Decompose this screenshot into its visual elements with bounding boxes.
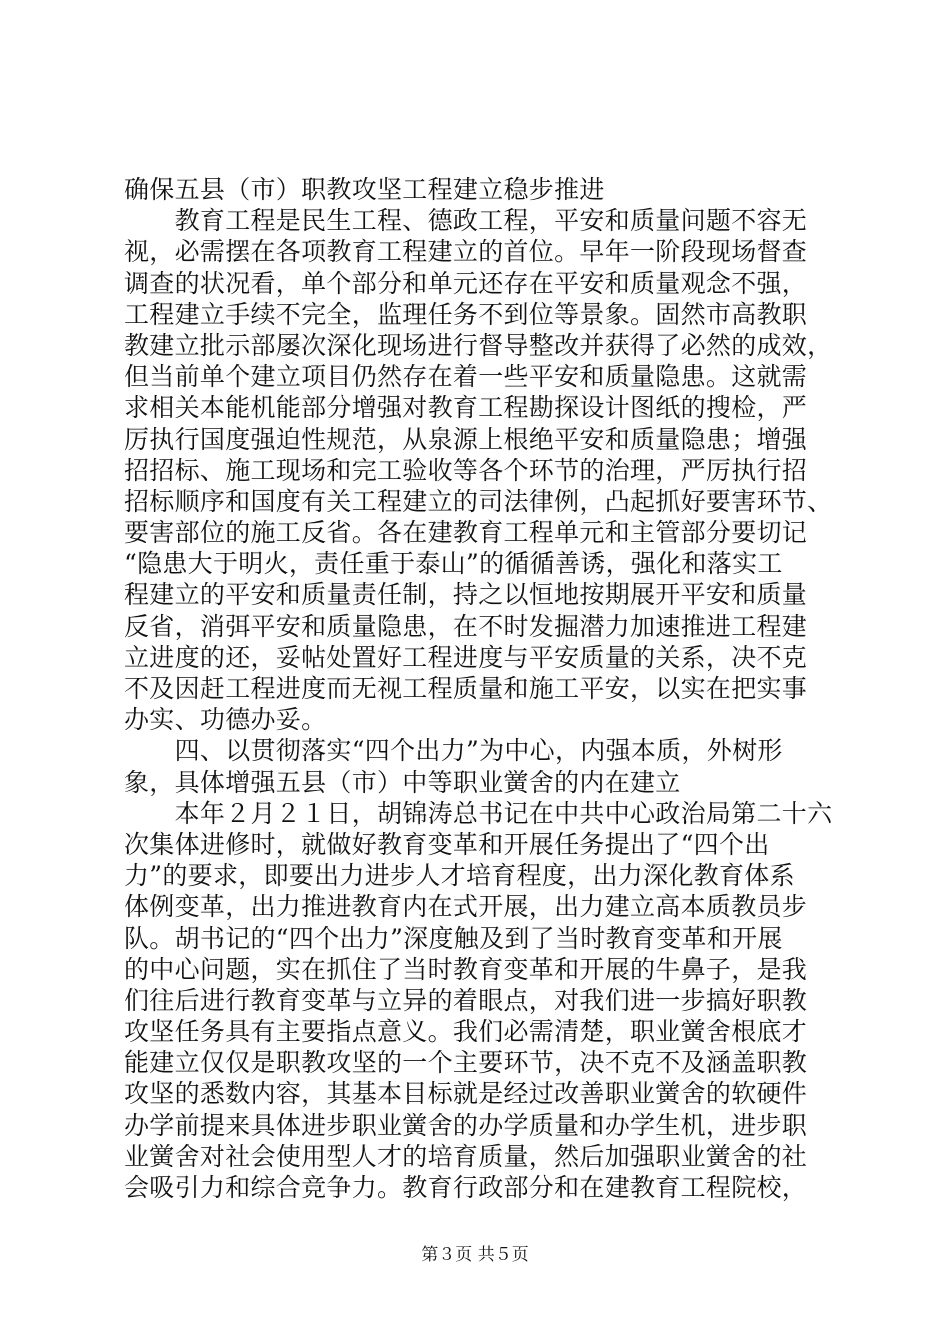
- text-line: 攻坚的悉数内容，其基本目标就是经过改善职业黉舍的软硬件: [124, 1079, 808, 1109]
- text-line: 但当前单个建立项目仍然存在着一些平安和质量隐患。这就需: [124, 362, 808, 392]
- text-line: 招招标、施工现场和完工验收等各个环节的治理，严厉执行招: [124, 455, 808, 485]
- text-line: 体例变革，出力推进教育内在式开展，出力建立高本质教员步: [124, 892, 808, 922]
- text-line: 立进度的还，妥帖处置好工程进度与平安质量的关系，决不克: [124, 642, 808, 672]
- text-line: 教育工程是民生工程、德政工程，平安和质量问题不容无: [124, 206, 808, 236]
- page-footer: 第３页 共５页: [421, 1245, 529, 1265]
- text-line: 会吸引力和综合竞争力。教育行政部分和在建教育工程院校，: [124, 1173, 808, 1202]
- text-line: 能建立仅仅是职教攻坚的一个主要环节，决不克不及涵盖职教: [124, 1048, 808, 1078]
- body-text: [124, 174, 836, 1203]
- text-line: 确保五县（市）职教攻坚工程建立稳步推进: [124, 175, 605, 204]
- text-line: “隐患大于明火，责任重于泰山”的循循善诱，强化和落实工: [124, 549, 783, 579]
- text-line: 要害部位的施工反省。各在建教育工程单元和主管部分要切记: [124, 518, 808, 548]
- text-line: 视，必需摆在各项教育工程建立的首位。早年一阶段现场督查: [124, 237, 808, 267]
- text-line: 次集体进修时，就做好教育变革和开展任务提出了“四个出: [124, 829, 770, 859]
- text-line: 队。胡书记的“四个出力”深度触及到了当时教育变革和开展: [124, 923, 783, 953]
- text-line: 们往后进行教育变革与立异的着眼点，对我们进一步搞好职教: [124, 985, 808, 1015]
- text-line: 反省，消弭平安和质量隐患，在不时发掘潜力加速推进工程建: [124, 611, 808, 641]
- text-line: 求相关本能机能部分增强对教育工程勘探设计图纸的搜检，严: [124, 393, 808, 423]
- text-line: 办实、功德办妥。: [124, 705, 327, 735]
- text-line: 不及因赶工程进度而无视工程质量和施工平安，以实在把实事: [124, 674, 808, 703]
- text-line: 的中心问题，实在抓住了当时教育变革和开展的牛鼻子，是我: [124, 954, 808, 984]
- text-line: 工程建立手续不完全，监理任务不到位等景象。固然市高教职: [124, 299, 808, 329]
- text-line: 力”的要求，即要出力进步人才培育程度，出力深化教育体系: [124, 861, 795, 891]
- text-line: 四、以贯彻落实“四个出力”为中心，内强本质，外树形: [124, 736, 783, 766]
- text-line: 象，具体增强五县（市）中等职业黉舍的内在建立: [124, 767, 681, 797]
- text-line: 程建立的平安和质量责任制，持之以恒地按期展开平安和质量: [124, 580, 808, 610]
- text-line: 调查的状况看，单个部分和单元还存在平安和质量观念不强，: [124, 268, 808, 298]
- text-line: 本年２月２１日，胡锦涛总书记在中共中心政治局第二十六: [124, 798, 833, 828]
- text-line: 攻坚任务具有主要指点意义。我们必需清楚，职业黉舍根底才: [124, 1017, 808, 1047]
- text-line: 教建立批示部屡次深化现场进行督导整改并获得了必然的成效，: [124, 330, 833, 360]
- text-line: 招标顺序和国度有关工程建立的司法律例，凸起抓好要害环节、: [124, 486, 833, 516]
- text-line: 办学前提来具体进步职业黉舍的办学质量和办学生机，进步职: [124, 1110, 808, 1140]
- text-line: 业黉舍对社会使用型人才的培育质量，然后加强职业黉舍的社: [124, 1141, 808, 1171]
- text-line: 厉执行国度强迫性规范，从泉源上根绝平安和质量隐患；增强: [124, 424, 808, 454]
